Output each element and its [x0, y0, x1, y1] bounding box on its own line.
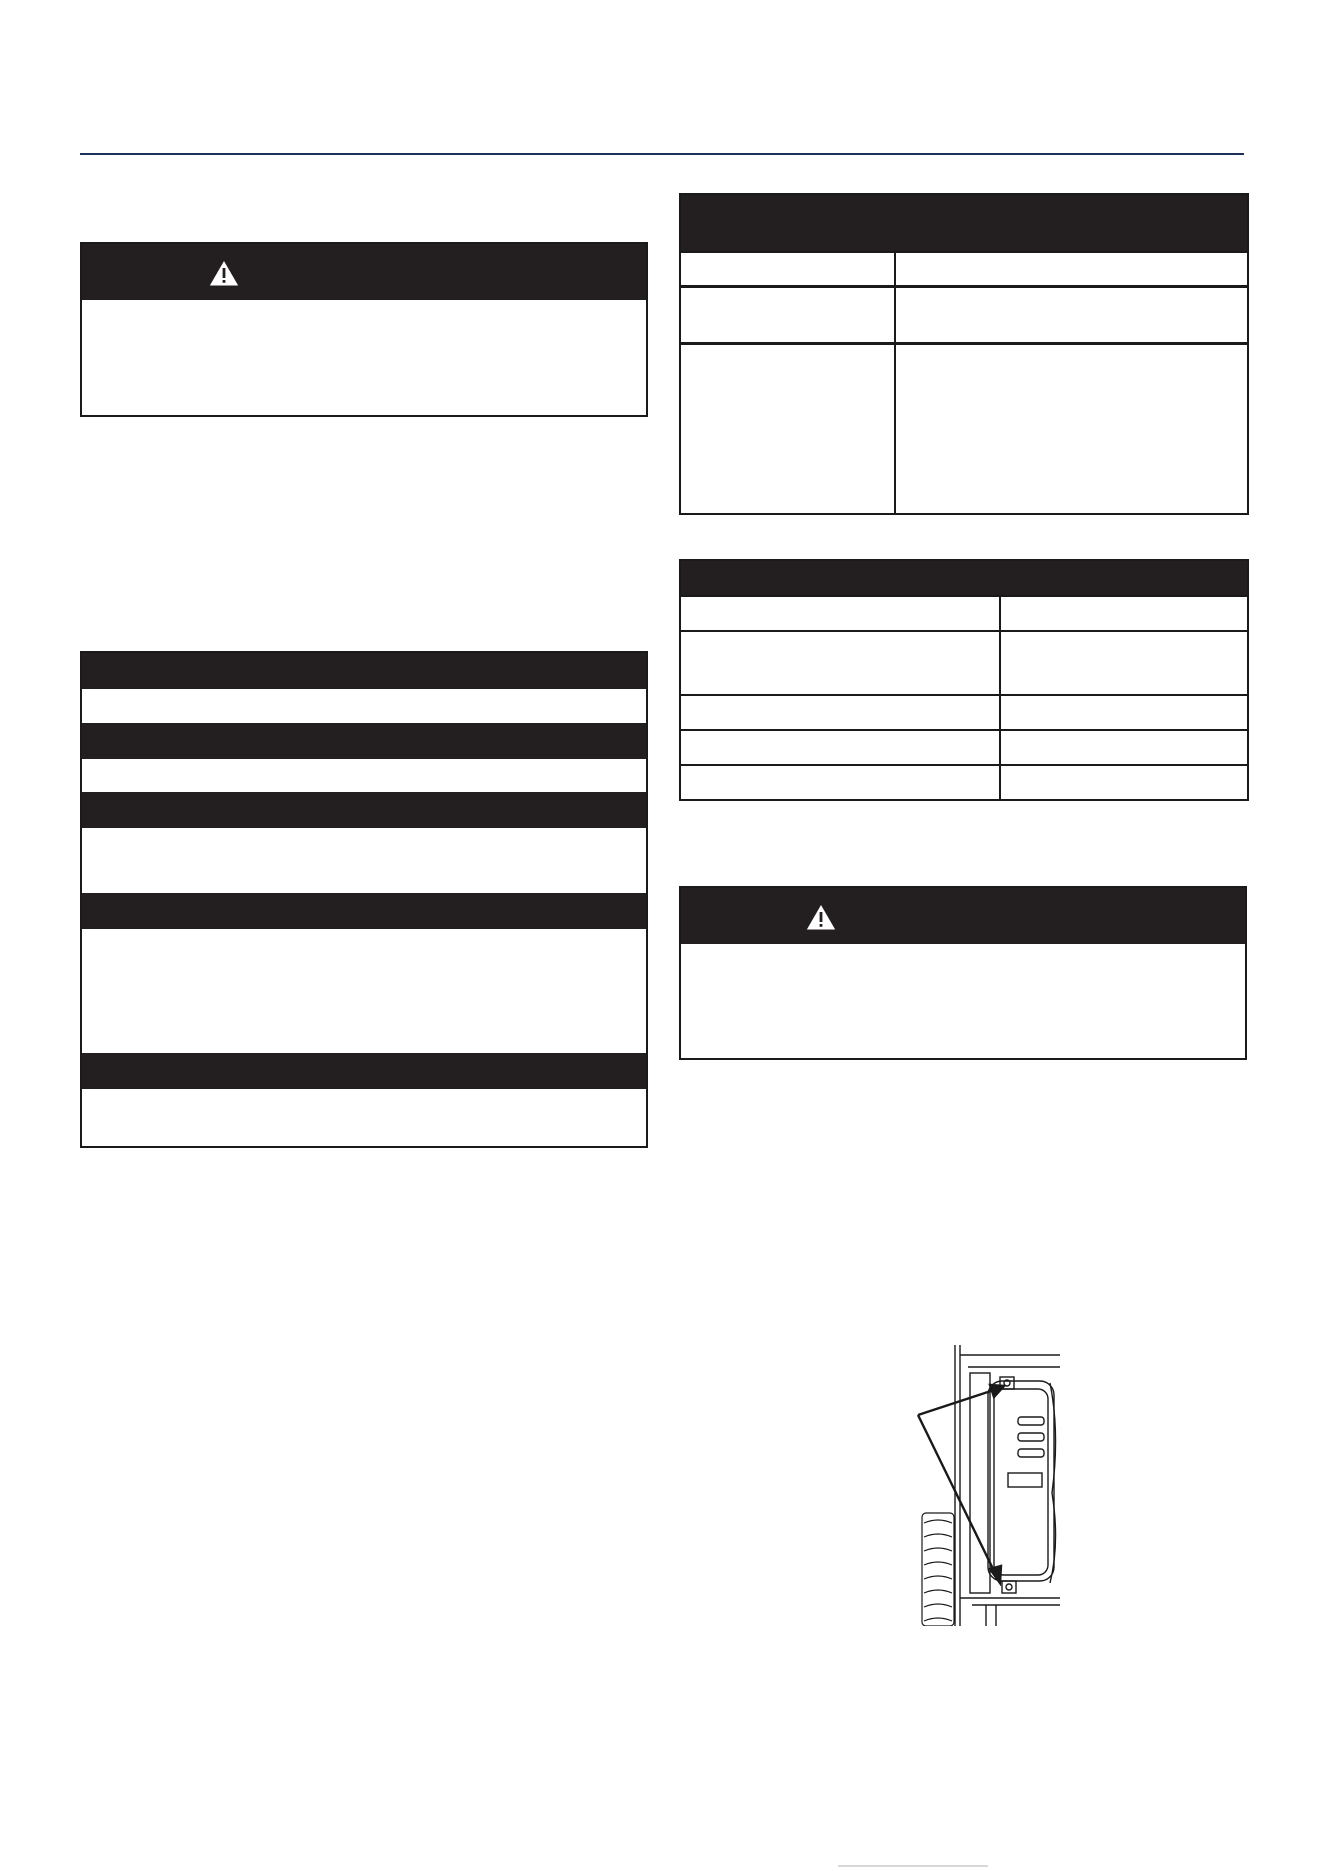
table-row — [680, 730, 1248, 765]
spec-table-bottom — [679, 559, 1249, 801]
section-header-5 — [82, 1053, 646, 1089]
section-header-1 — [82, 653, 646, 689]
table-row — [680, 252, 1248, 287]
warning-triangle-icon — [207, 258, 241, 288]
specification-list-box — [80, 651, 648, 1148]
table-row — [680, 695, 1248, 730]
section-header-4 — [82, 893, 646, 929]
section-header-2 — [82, 723, 646, 759]
footer-print-mark — [838, 1862, 998, 1871]
spec-table-top — [679, 193, 1249, 515]
table-row — [680, 596, 1248, 631]
warning-box-left — [80, 242, 648, 417]
warning-header-bar — [82, 244, 646, 300]
air-filter-cover-illustration — [900, 1343, 1060, 1626]
warning-header-bar — [681, 888, 1245, 944]
header-rule — [80, 153, 1244, 155]
table-row — [680, 344, 1248, 515]
table-row — [680, 631, 1248, 695]
warning-box-right — [679, 886, 1247, 1060]
table-header-row — [680, 560, 1248, 596]
table-header-row — [680, 194, 1248, 252]
table-row — [680, 287, 1248, 344]
warning-triangle-icon — [804, 902, 838, 932]
table-row — [680, 765, 1248, 800]
section-header-3 — [82, 792, 646, 828]
